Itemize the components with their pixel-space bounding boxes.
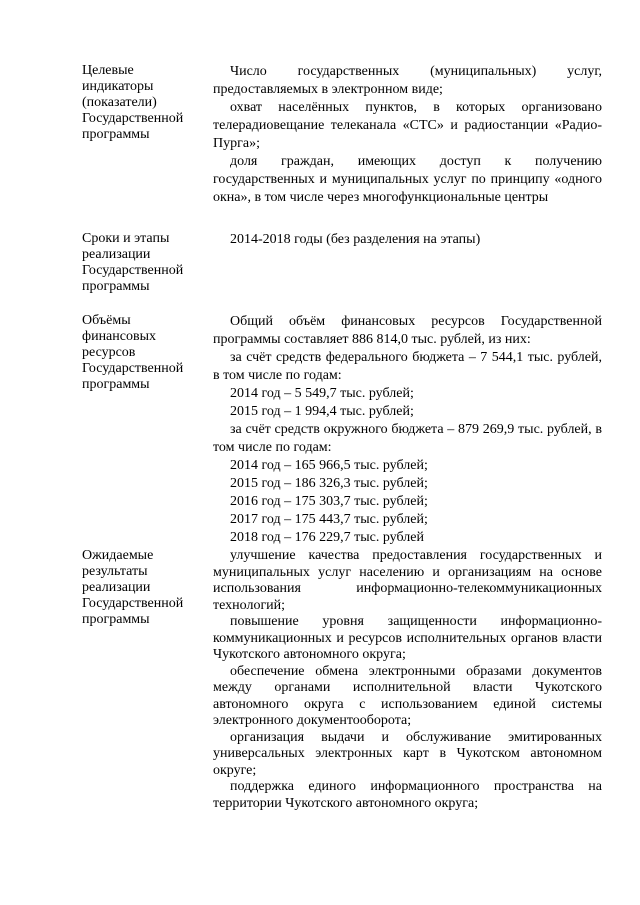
row-label <box>82 313 202 393</box>
row-content <box>213 231 602 249</box>
row-content <box>213 548 602 812</box>
label-line: ресурсов <box>82 345 136 360</box>
paragraph: за счёт средств окружного бюджета – 879 269,9 тыс. рублей, в том числе по годам: <box>213 422 602 455</box>
label-line: Государственной <box>82 361 184 376</box>
label-line: Объёмы <box>82 313 131 328</box>
label-line: программы <box>82 377 150 392</box>
paragraph: за счёт средств федерального бюджета – 7 544,1 тыс. рублей, в том числе по годам: <box>213 350 602 383</box>
label-line: реализации <box>82 580 151 595</box>
label-line: финансовых <box>82 329 156 344</box>
row-label <box>82 231 202 295</box>
label-line: Сроки и этапы <box>82 231 170 246</box>
row-label <box>82 548 202 628</box>
label-line: индикаторы <box>82 79 154 94</box>
paragraph: 2015 год – 186 326,3 тыс. рублей; <box>230 476 428 491</box>
paragraph: 2017 год – 175 443,7 тыс. рублей; <box>230 512 428 527</box>
row-content <box>213 63 602 207</box>
paragraph: охват населённых пунктов, в которых организовано телерадиовещание телеканала «СТС» и радиостанции «Радио-Пурга»; <box>213 100 602 151</box>
label-line: Государственной <box>82 111 184 126</box>
paragraph: организация выдачи и обслуживание эмитированных универсальных электронных карт в Чукотском автономном округе; <box>213 729 602 778</box>
paragraph: Число государственных (муниципальных) услуг, предоставляемых в электронном виде; <box>213 64 602 97</box>
paragraph: 2016 год – 175 303,7 тыс. рублей; <box>230 494 428 509</box>
paragraph: 2014 год – 165 966,5 тыс. рублей; <box>230 458 428 473</box>
label-line: (показатели) <box>82 95 157 110</box>
label-line: результаты <box>82 564 148 579</box>
paragraph: 2015 год – 1 994,4 тыс. рублей; <box>230 404 414 419</box>
paragraph: Общий объём финансовых ресурсов Государственной программы составляет 886 814,0 тыс. рублей, из них: <box>213 314 602 347</box>
paragraph: 2014-2018 годы (без разделения на этапы) <box>230 232 481 247</box>
row-content <box>213 313 602 547</box>
paragraph: повышение уровня защищенности информационно-коммуникационных и ресурсов исполнительных органов власти Чукотского автономного округа; <box>213 614 602 662</box>
row-label <box>82 63 202 143</box>
paragraph: доля граждан, имеющих доступ к получению государственных и муниципальных услуг по принципу «одного окна», в том числе через многофункциональные центры <box>213 154 602 205</box>
label-line: программы <box>82 127 150 142</box>
paragraph: 2018 год – 176 229,7 тыс. рублей <box>230 530 424 545</box>
paragraph: обеспечение обмена электронными образами документов между органами исполнительной власти Чукотского автономного округа с использованием единой системы электронного документооборота; <box>213 663 602 728</box>
paragraph: улучшение качества предоставления государственных и муниципальных услуг населению и организациям на основе использования информационно-телекоммуникационных технологий; <box>213 548 602 613</box>
label-line: Целевые <box>82 63 134 78</box>
label-line: программы <box>82 612 150 627</box>
paragraph: поддержка единого информационного пространства на территории Чукотского автономного округа; <box>213 779 602 811</box>
paragraph: 2014 год – 5 549,7 тыс. рублей; <box>230 386 414 401</box>
label-line: Государственной <box>82 596 184 611</box>
label-line: Государственной <box>82 263 184 278</box>
label-line: программы <box>82 279 150 294</box>
label-line: Ожидаемые <box>82 548 154 563</box>
label-line: реализации <box>82 247 151 262</box>
